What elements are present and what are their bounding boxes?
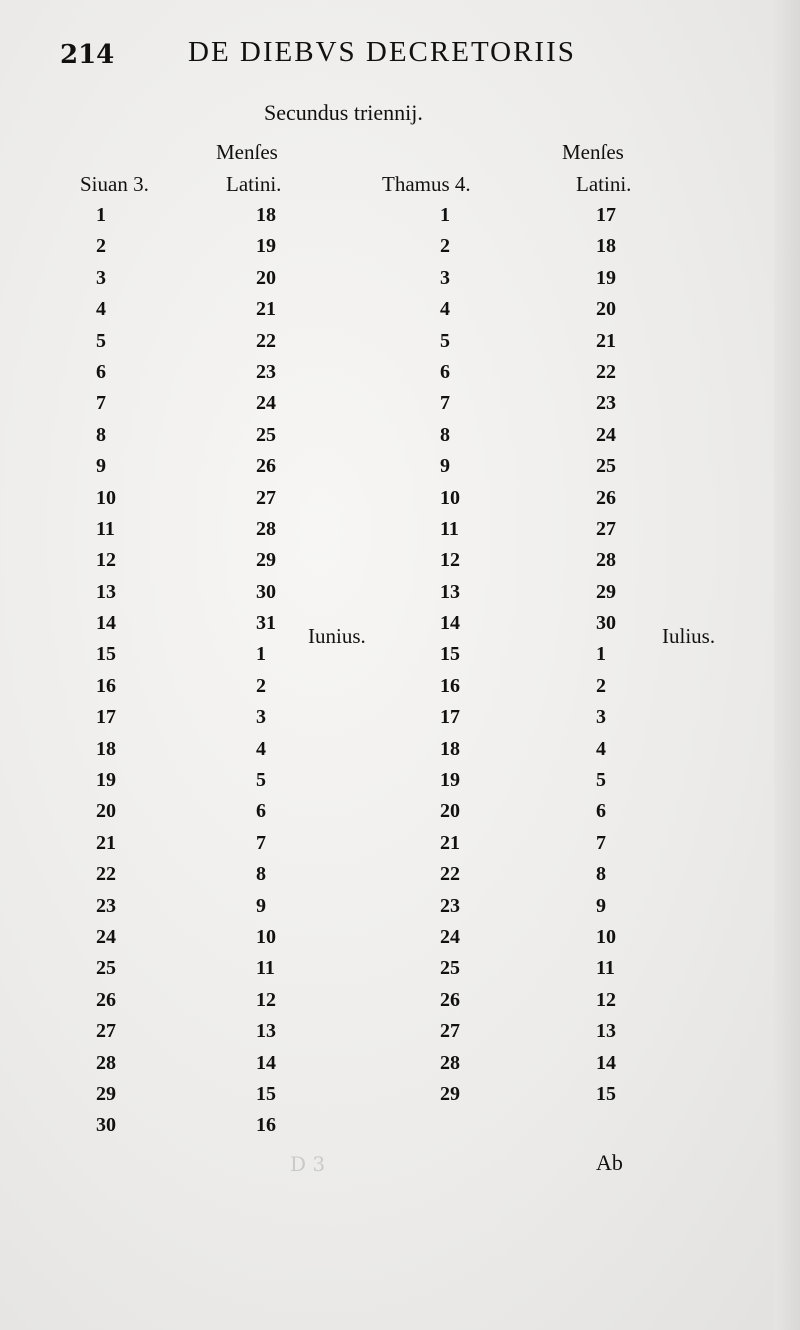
table-cell: 12	[596, 988, 616, 1011]
table-cell: 11	[440, 517, 459, 540]
table-cell: 29	[256, 549, 276, 572]
table-cell: 17	[440, 706, 460, 729]
table-cell: 19	[596, 266, 616, 289]
table-cell: 15	[440, 643, 460, 666]
table-cell: 1	[596, 643, 606, 666]
table-cell: 13	[596, 1020, 616, 1043]
table-cell: 22	[440, 863, 460, 886]
table-cell: 11	[596, 957, 615, 980]
table-cell: 19	[440, 769, 460, 792]
table-cell: 10	[256, 925, 276, 948]
table-cell: 21	[256, 298, 276, 321]
table-cell: 30	[96, 1114, 116, 1137]
table-cell: 12	[256, 988, 276, 1011]
table-cell: 13	[440, 580, 460, 603]
table-cell: 9	[596, 894, 606, 917]
table-cell: 22	[596, 360, 616, 383]
table-cell: 28	[96, 1051, 116, 1074]
table-cell: 23	[256, 360, 276, 383]
table-cell: 6	[96, 360, 106, 383]
table-cell: 20	[96, 800, 116, 823]
table-cell: 25	[96, 957, 116, 980]
table-cell: 31	[256, 612, 276, 635]
table-cell: 17	[96, 706, 116, 729]
show-through-mark: D 3	[290, 1152, 326, 1176]
table-cell: 15	[256, 1082, 276, 1105]
table-cell: 27	[596, 517, 616, 540]
table-cell: 27	[96, 1020, 116, 1043]
table-cell: 7	[256, 831, 266, 854]
table-cell: 14	[440, 612, 460, 635]
table-cell: 7	[96, 392, 106, 415]
table-cell: 30	[256, 580, 276, 603]
table-cell: 14	[596, 1051, 616, 1074]
table-cell: 5	[96, 329, 106, 352]
table-cell: 18	[440, 737, 460, 760]
table-cell: 30	[596, 612, 616, 635]
table-cell: 16	[440, 674, 460, 697]
table-cell: 3	[96, 266, 106, 289]
table-cell: 20	[256, 266, 276, 289]
right-days-column	[440, 200, 460, 1110]
table-cell: 19	[96, 769, 116, 792]
table-cell: 6	[256, 800, 266, 823]
table-cell: 2	[596, 674, 606, 697]
table-cell: 22	[256, 329, 276, 352]
table-cell: 4	[596, 737, 606, 760]
table-cell: 20	[440, 800, 460, 823]
table-cell: 21	[596, 329, 616, 352]
right-latin-column	[596, 200, 616, 1110]
table-cell: 10	[440, 486, 460, 509]
table-cell: 8	[256, 863, 266, 886]
table-cell: 6	[596, 800, 606, 823]
table-cell: 29	[440, 1082, 460, 1105]
right-latin-header-bottom: Latini.	[576, 172, 632, 196]
table-cell: 5	[596, 769, 606, 792]
table-cell: 29	[96, 1082, 116, 1105]
table-cell: 8	[96, 423, 106, 446]
table-title: Secundus triennij.	[264, 100, 423, 125]
table-cell: 8	[440, 423, 450, 446]
table-cell: 11	[256, 957, 275, 980]
page-number: 214	[60, 40, 115, 70]
left-month-label: Iunius.	[308, 624, 366, 648]
table-cell: 26	[440, 988, 460, 1011]
table-cell: 15	[596, 1082, 616, 1105]
left-latin-header-top: Menſes	[216, 140, 278, 164]
table-cell: 4	[440, 298, 450, 321]
right-latin-header-top: Menſes	[562, 140, 624, 164]
table-cell: 6	[440, 360, 450, 383]
table-cell: 13	[96, 580, 116, 603]
table-cell: 10	[596, 925, 616, 948]
table-cell: 25	[596, 455, 616, 478]
left-days-column	[96, 200, 116, 1142]
table-cell: 26	[596, 486, 616, 509]
table-cell: 3	[596, 706, 606, 729]
catchword: Ab	[596, 1150, 623, 1175]
table-cell: 9	[440, 455, 450, 478]
table-cell: 4	[256, 737, 266, 760]
table-cell: 7	[440, 392, 450, 415]
table-cell: 8	[596, 863, 606, 886]
table-cell: 24	[440, 925, 460, 948]
table-cell: 7	[596, 831, 606, 854]
table-cell: 5	[256, 769, 266, 792]
table-cell: 22	[96, 863, 116, 886]
page-edge	[774, 0, 800, 1330]
table-cell: 26	[256, 455, 276, 478]
table-cell: 4	[96, 298, 106, 321]
table-cell: 18	[256, 204, 276, 226]
table-cell: 23	[96, 894, 116, 917]
table-cell: 16	[256, 1114, 276, 1137]
table-cell: 1	[256, 643, 266, 666]
table-cell: 24	[96, 925, 116, 948]
table-cell: 2	[440, 235, 450, 258]
table-cell: 14	[256, 1051, 276, 1074]
table-cell: 1	[440, 204, 450, 226]
table-cell: 11	[96, 517, 115, 540]
table-cell: 25	[256, 423, 276, 446]
table-cell: 28	[440, 1051, 460, 1074]
table-cell: 3	[440, 266, 450, 289]
table-cell: 23	[440, 894, 460, 917]
table-cell: 26	[96, 988, 116, 1011]
table-cell: 29	[596, 580, 616, 603]
table-cell: 27	[256, 486, 276, 509]
table-cell: 28	[256, 517, 276, 540]
table-cell: 5	[440, 329, 450, 352]
table-cell: 15	[96, 643, 116, 666]
table-cell: 2	[256, 674, 266, 697]
table-cell: 21	[96, 831, 116, 854]
table-cell: 13	[256, 1020, 276, 1043]
running-head: DE DIEBVS DECRETORIIS	[188, 36, 576, 68]
table-cell: 2	[96, 235, 106, 258]
table-cell: 20	[596, 298, 616, 321]
table-cell: 10	[96, 486, 116, 509]
table-cell: 17	[596, 204, 616, 226]
table-cell: 3	[256, 706, 266, 729]
table-cell: 12	[96, 549, 116, 572]
left-month-header: Siuan 3.	[80, 172, 149, 196]
table-cell: 25	[440, 957, 460, 980]
table-cell: 9	[96, 455, 106, 478]
table-cell: 14	[96, 612, 116, 635]
table-cell: 19	[256, 235, 276, 258]
table-cell: 24	[256, 392, 276, 415]
table-cell: 18	[596, 235, 616, 258]
table-cell: 12	[440, 549, 460, 572]
table-cell: 16	[96, 674, 116, 697]
table-cell: 27	[440, 1020, 460, 1043]
table-cell: 21	[440, 831, 460, 854]
left-latin-header-bottom: Latini.	[226, 172, 282, 196]
table-cell: 23	[596, 392, 616, 415]
table-cell: 24	[596, 423, 616, 446]
table-cell: 9	[256, 894, 266, 917]
left-latin-column	[256, 200, 276, 1142]
table-cell: 28	[596, 549, 616, 572]
table-cell: 1	[96, 204, 106, 226]
right-month-label: Iulius.	[662, 624, 716, 648]
right-month-header: Thamus 4.	[382, 172, 471, 196]
table-cell: 18	[96, 737, 116, 760]
